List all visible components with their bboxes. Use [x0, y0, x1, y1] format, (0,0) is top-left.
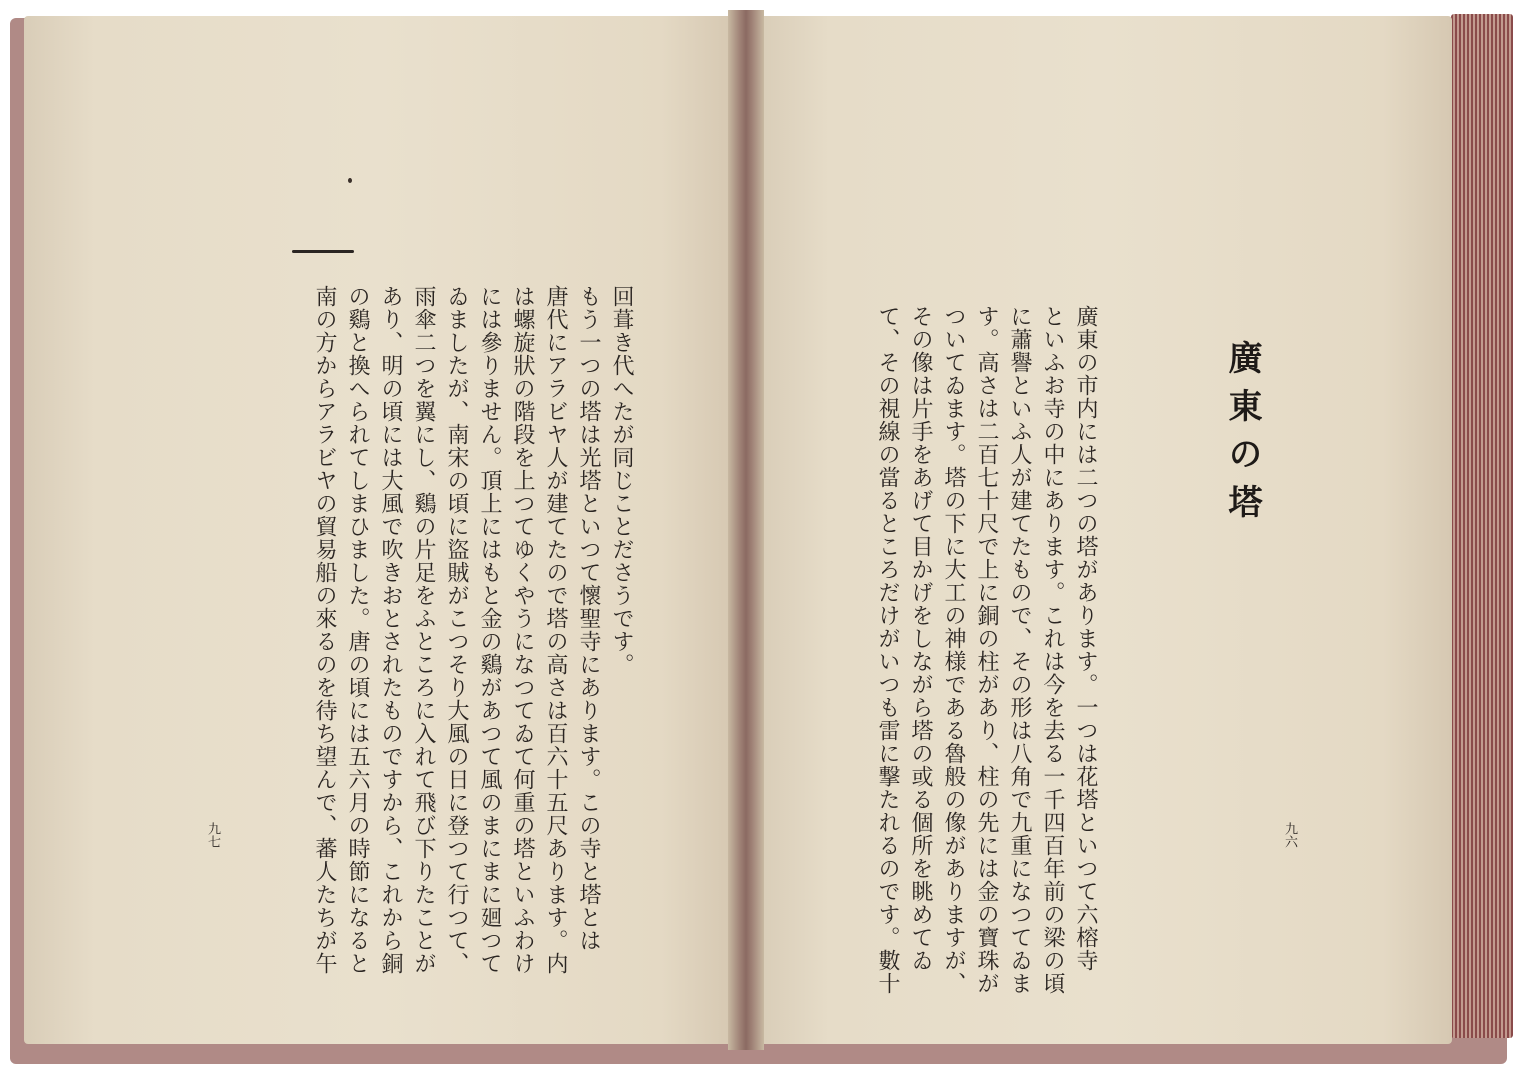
text-line: て、その視線の當るところだけがいつも雷に撃たれるのです。數十 — [875, 305, 900, 995]
text-line: には參りません。頂上にはもと金の鷄があつて風のまにまに廻つて — [477, 285, 502, 975]
text-line: ついてゐます。塔の下に大工の神様である魯般の像がありますが、 — [941, 305, 966, 995]
section-divider — [292, 250, 354, 253]
text-line: といふお寺の中にあります。これは今を去る一千四百年前の梁の頃 — [1040, 305, 1065, 995]
right-page — [760, 16, 1452, 1044]
text-line: す。高さは二百七十尺で上に銅の柱があり、柱の先には金の寶珠が — [974, 305, 999, 995]
book-gutter — [728, 10, 764, 1050]
text-line: 南の方からアラビヤの貿易船の來るのを待ち望んで、蕃人たちが午 — [312, 285, 337, 975]
page-number-right: 九六 — [1282, 822, 1297, 848]
text-line: 廣東の市内には二つの塔があります。一つは花塔といつて六榕寺 — [1073, 305, 1098, 972]
text-line: の鷄と換へられてしまひました。唐の頃には五六月の時節になると — [345, 285, 370, 975]
chapter-title: 廣東の塔 — [1222, 340, 1262, 532]
text-line: 唐代にアラビヤ人が建てたので塔の高さは百六十五尺あります。内 — [543, 285, 568, 975]
page-number-left: 九七 — [205, 822, 220, 848]
text-line: あり、明の頃には大風で吹きおとされたものですから、これから銅 — [378, 285, 403, 975]
text-line: 回葺き代へたが同じことださうです。 — [609, 285, 634, 676]
right-page-body — [871, 305, 1102, 995]
text-line: 雨傘二つを翼にし、鷄の片足をふところに入れて飛び下りたことが — [411, 285, 436, 975]
text-line: に蕭譽といふ人が建てたもので、その形は八角で九重になつてゐま — [1007, 305, 1032, 995]
left-page-body — [308, 285, 638, 975]
text-line: ゐましたが、南宋の頃に盜賊がこつそり大風の日に登つて行つて、 — [444, 285, 469, 975]
page-edges — [1451, 14, 1513, 1038]
text-line: その像は片手をあげて目かげをしながら塔の或る個所を眺めてゐ — [908, 305, 933, 972]
text-line: もう一つの塔は光塔といつて懷聖寺にあります。この寺と塔とは — [576, 285, 601, 952]
text-line: は螺旋狀の階段を上つてゆくやうになつてゐて何重の塔といふわけ — [510, 285, 535, 975]
paper-speck — [348, 178, 352, 183]
